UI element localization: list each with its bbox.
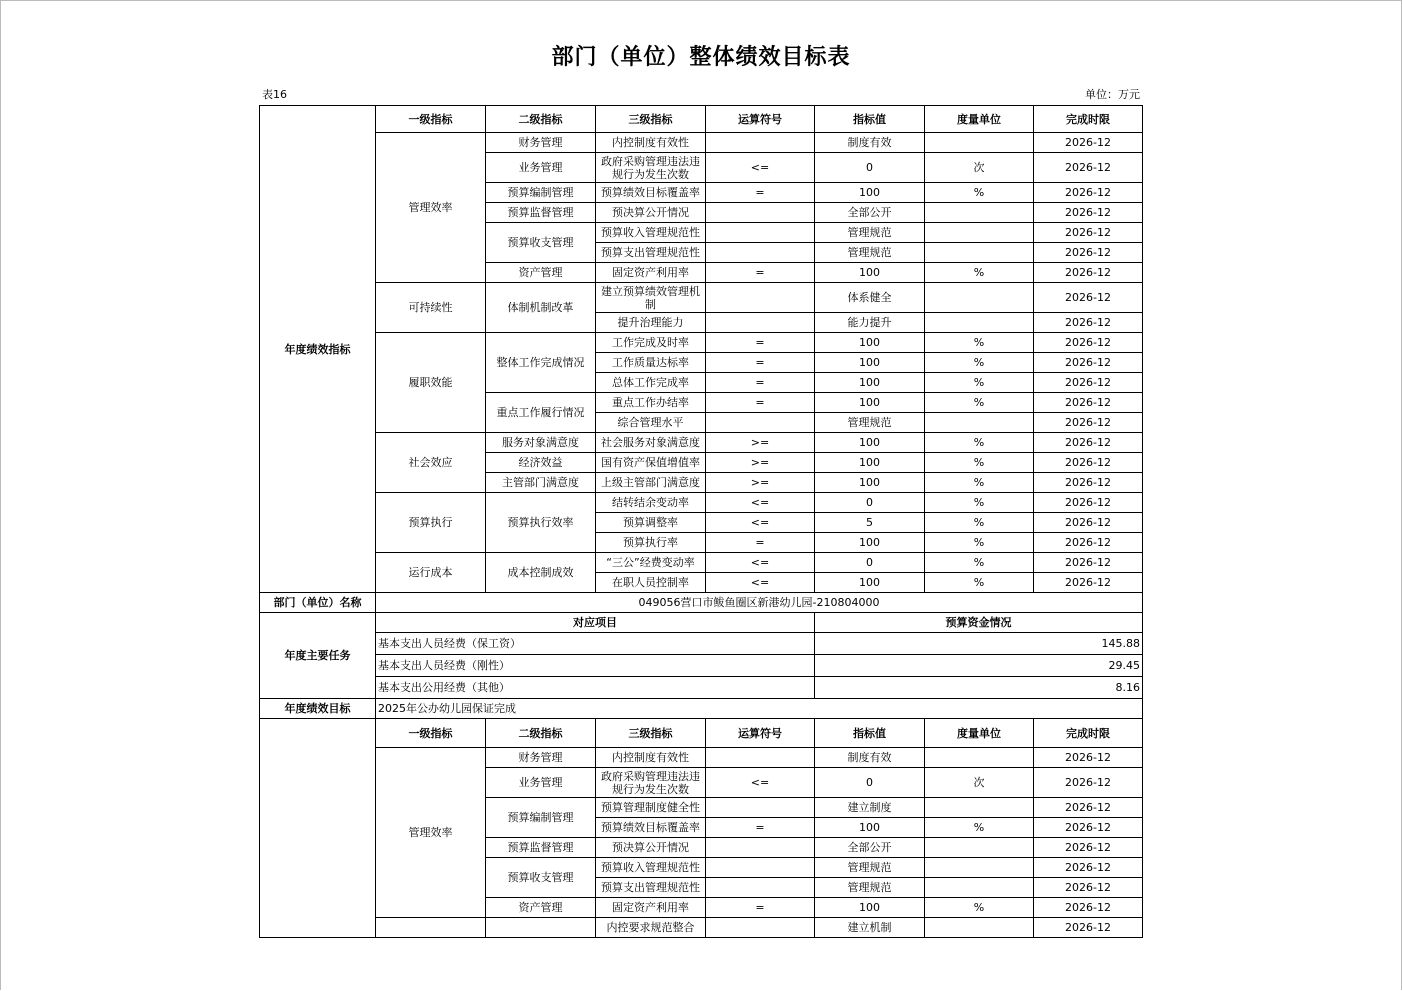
level3-indicator: 工作质量达标率 [596, 353, 706, 373]
level2-indicator: 重点工作履行情况 [486, 393, 596, 433]
deadline: 2026-12 [1034, 513, 1143, 533]
measure-unit [925, 243, 1034, 263]
indicator-value: 0 [815, 553, 925, 573]
level3-indicator: 预算收入管理规范性 [596, 223, 706, 243]
measure-unit: % [925, 553, 1034, 573]
level3-indicator: 在职人员控制率 [596, 573, 706, 593]
indicator-value: 100 [815, 473, 925, 493]
level3-indicator: 政府采购管理违法违规行为发生次数 [596, 768, 706, 798]
level2-indicator: 经济效益 [486, 453, 596, 473]
level3-indicator: 上级主管部门满意度 [596, 473, 706, 493]
level3-indicator: 内控要求规范整合 [596, 918, 706, 938]
deadline: 2026-12 [1034, 133, 1143, 153]
table-row [260, 283, 1143, 313]
level2-indicator: 预算执行效率 [486, 493, 596, 553]
level3-indicator: 建立预算绩效管理机制 [596, 283, 706, 313]
indicator-value: 5 [815, 513, 925, 533]
indicator-value: 100 [815, 898, 925, 918]
operator [706, 133, 815, 153]
operator [706, 223, 815, 243]
level1-indicator: 管理效率 [376, 748, 486, 918]
operator [706, 878, 815, 898]
indicator-value: 建立机制 [815, 918, 925, 938]
measure-unit: % [925, 183, 1034, 203]
indicator-value: 0 [815, 153, 925, 183]
deadline: 2026-12 [1034, 153, 1143, 183]
task-amount: 8.16 [815, 677, 1143, 699]
measure-unit: % [925, 393, 1034, 413]
indicator-value: 制度有效 [815, 748, 925, 768]
tasks-label: 年度主要任务 [260, 613, 376, 699]
indicator-value: 制度有效 [815, 133, 925, 153]
column-header: 二级指标 [486, 106, 596, 133]
indicator-value: 管理规范 [815, 243, 925, 263]
operator [706, 918, 815, 938]
indicator-value: 100 [815, 573, 925, 593]
annual-indicators-cell [260, 719, 376, 938]
deadline: 2026-12 [1034, 393, 1143, 413]
level1-indicator: 可持续性 [376, 283, 486, 333]
annual-indicators-label: 年度绩效指标 [260, 106, 376, 593]
indicator-value: 100 [815, 393, 925, 413]
measure-unit [925, 798, 1034, 818]
level3-indicator: 总体工作完成率 [596, 373, 706, 393]
indicator-value: 全部公开 [815, 838, 925, 858]
table-row [260, 699, 1143, 719]
indicator-value: 100 [815, 818, 925, 838]
measure-unit: % [925, 818, 1034, 838]
level3-indicator: 预算支出管理规范性 [596, 243, 706, 263]
level3-indicator: 预算收入管理规范性 [596, 858, 706, 878]
column-header: 完成时限 [1034, 106, 1143, 133]
table-row [260, 433, 1143, 453]
indicator-value: 100 [815, 373, 925, 393]
level3-indicator: 预算执行率 [596, 533, 706, 553]
measure-unit: % [925, 473, 1034, 493]
deadline: 2026-12 [1034, 768, 1143, 798]
level2-indicator: 整体工作完成情况 [486, 333, 596, 393]
column-header: 完成时限 [1034, 719, 1143, 748]
task-name: 基本支出公用经费（其他） [376, 677, 815, 699]
deadline: 2026-12 [1034, 818, 1143, 838]
level2-indicator: 业务管理 [486, 153, 596, 183]
level1-indicator: 社会效应 [376, 433, 486, 493]
table-row [260, 593, 1143, 613]
column-header: 运算符号 [706, 719, 815, 748]
level1-indicator: 管理效率 [376, 133, 486, 283]
level1-indicator: 履职效能 [376, 333, 486, 433]
indicator-value: 0 [815, 493, 925, 513]
task-amount: 29.45 [815, 655, 1143, 677]
operator: = [706, 333, 815, 353]
level3-indicator: 预算支出管理规范性 [596, 878, 706, 898]
deadline: 2026-12 [1034, 313, 1143, 333]
indicator-value: 100 [815, 433, 925, 453]
deadline: 2026-12 [1034, 748, 1143, 768]
level3-indicator: “三公”经费变动率 [596, 553, 706, 573]
operator: <= [706, 553, 815, 573]
level3-indicator: 工作完成及时率 [596, 333, 706, 353]
measure-unit [925, 918, 1034, 938]
tasks-budget-header: 预算资金情况 [815, 613, 1143, 633]
performance-table [259, 105, 1143, 938]
operator: = [706, 183, 815, 203]
operator: = [706, 818, 815, 838]
table-row [260, 918, 1143, 938]
indicator-value: 100 [815, 183, 925, 203]
indicator-value: 100 [815, 533, 925, 553]
task-name: 基本支出人员经费（刚性） [376, 655, 815, 677]
page-title: 部门（单位）整体绩效目标表 [551, 45, 851, 70]
measure-unit: % [925, 263, 1034, 283]
operator: = [706, 393, 815, 413]
level3-indicator: 综合管理水平 [596, 413, 706, 433]
indicator-value: 全部公开 [815, 203, 925, 223]
indicator-value: 100 [815, 263, 925, 283]
deadline: 2026-12 [1034, 573, 1143, 593]
level2-indicator: 体制机制改革 [486, 283, 596, 333]
level3-indicator: 预算绩效目标覆盖率 [596, 818, 706, 838]
table-row [260, 613, 1143, 633]
indicator-value: 建立制度 [815, 798, 925, 818]
goal-label: 年度绩效目标 [260, 699, 376, 719]
operator [706, 283, 815, 313]
level2-indicator: 预算编制管理 [486, 183, 596, 203]
indicator-value: 100 [815, 353, 925, 373]
operator: <= [706, 153, 815, 183]
deadline: 2026-12 [1034, 203, 1143, 223]
level2-indicator: 预算编制管理 [486, 798, 596, 838]
level2-indicator: 财务管理 [486, 748, 596, 768]
measure-unit [925, 223, 1034, 243]
operator [706, 413, 815, 433]
level2-indicator: 预算收支管理 [486, 223, 596, 263]
measure-unit: 次 [925, 153, 1034, 183]
measure-unit: % [925, 533, 1034, 553]
operator: >= [706, 453, 815, 473]
operator: = [706, 353, 815, 373]
measure-unit [925, 133, 1034, 153]
measure-unit: % [925, 513, 1034, 533]
indicator-value: 能力提升 [815, 313, 925, 333]
operator [706, 748, 815, 768]
deadline: 2026-12 [1034, 243, 1143, 263]
deadline: 2026-12 [1034, 373, 1143, 393]
indicator-value: 100 [815, 453, 925, 473]
deadline: 2026-12 [1034, 858, 1143, 878]
column-header: 三级指标 [596, 719, 706, 748]
measure-unit: % [925, 433, 1034, 453]
deadline: 2026-12 [1034, 493, 1143, 513]
level2-indicator [486, 918, 596, 938]
deadline: 2026-12 [1034, 353, 1143, 373]
dept-label: 部门（单位）名称 [260, 593, 376, 613]
measure-unit [925, 838, 1034, 858]
measure-unit [925, 878, 1034, 898]
goal-text: 2025年公办幼儿园保证完成 [376, 699, 1143, 719]
level3-indicator: 内控制度有效性 [596, 133, 706, 153]
measure-unit: % [925, 898, 1034, 918]
table-row [260, 333, 1143, 353]
task-name: 基本支出人员经费（保工资） [376, 633, 815, 655]
level2-indicator: 成本控制成效 [486, 553, 596, 593]
level1-indicator [376, 918, 486, 938]
level3-indicator: 预算绩效目标覆盖率 [596, 183, 706, 203]
table-row [260, 677, 1143, 699]
table-row [260, 106, 1143, 133]
indicator-value: 管理规范 [815, 858, 925, 878]
column-header: 一级指标 [376, 719, 486, 748]
operator: <= [706, 513, 815, 533]
measure-unit: % [925, 333, 1034, 353]
deadline: 2026-12 [1034, 223, 1143, 243]
deadline: 2026-12 [1034, 838, 1143, 858]
measure-unit: % [925, 453, 1034, 473]
level3-indicator: 社会服务对象满意度 [596, 433, 706, 453]
column-header: 一级指标 [376, 106, 486, 133]
level3-indicator: 固定资产利用率 [596, 898, 706, 918]
level3-indicator: 预决算公开情况 [596, 203, 706, 223]
tasks-project-header: 对应项目 [376, 613, 815, 633]
column-header: 指标值 [815, 106, 925, 133]
measure-unit [925, 858, 1034, 878]
deadline: 2026-12 [1034, 878, 1143, 898]
operator: = [706, 533, 815, 553]
level2-indicator: 预算监督管理 [486, 203, 596, 223]
indicator-value: 管理规范 [815, 223, 925, 243]
measure-unit: 次 [925, 768, 1034, 798]
operator [706, 858, 815, 878]
column-header: 运算符号 [706, 106, 815, 133]
level2-indicator: 预算收支管理 [486, 858, 596, 898]
level3-indicator: 固定资产利用率 [596, 263, 706, 283]
task-amount: 145.88 [815, 633, 1143, 655]
operator [706, 838, 815, 858]
measure-unit: % [925, 353, 1034, 373]
level2-indicator: 主管部门满意度 [486, 473, 596, 493]
level2-indicator: 资产管理 [486, 263, 596, 283]
indicator-value: 100 [815, 333, 925, 353]
table-row [260, 633, 1143, 655]
deadline: 2026-12 [1034, 433, 1143, 453]
column-header: 三级指标 [596, 106, 706, 133]
level1-indicator: 运行成本 [376, 553, 486, 593]
indicator-value: 管理规范 [815, 413, 925, 433]
level2-indicator: 预算监督管理 [486, 838, 596, 858]
indicator-value: 体系健全 [815, 283, 925, 313]
operator [706, 798, 815, 818]
operator [706, 313, 815, 333]
operator [706, 203, 815, 223]
operator: = [706, 263, 815, 283]
deadline: 2026-12 [1034, 798, 1143, 818]
column-header: 度量单位 [925, 106, 1034, 133]
level3-indicator: 重点工作办结率 [596, 393, 706, 413]
measure-unit [925, 283, 1034, 313]
level3-indicator: 提升治理能力 [596, 313, 706, 333]
table-row [260, 719, 1143, 748]
level2-indicator: 服务对象满意度 [486, 433, 596, 453]
level3-indicator: 内控制度有效性 [596, 748, 706, 768]
deadline: 2026-12 [1034, 263, 1143, 283]
level3-indicator: 国有资产保值增值率 [596, 453, 706, 473]
column-header: 二级指标 [486, 719, 596, 748]
level1-indicator: 预算执行 [376, 493, 486, 553]
table-number: 表16 [262, 88, 287, 101]
operator: = [706, 373, 815, 393]
deadline: 2026-12 [1034, 283, 1143, 313]
operator: >= [706, 433, 815, 453]
level3-indicator: 预算调整率 [596, 513, 706, 533]
column-header: 度量单位 [925, 719, 1034, 748]
indicator-value: 0 [815, 768, 925, 798]
table-row [260, 133, 1143, 153]
dept-name: 049056营口市鲅鱼圈区新港幼儿园-210804000 [376, 593, 1143, 613]
level3-indicator: 结转结余变动率 [596, 493, 706, 513]
level3-indicator: 预决算公开情况 [596, 838, 706, 858]
column-header: 指标值 [815, 719, 925, 748]
level3-indicator: 政府采购管理违法违规行为发生次数 [596, 153, 706, 183]
table-row [260, 553, 1143, 573]
deadline: 2026-12 [1034, 553, 1143, 573]
measure-unit [925, 313, 1034, 333]
measure-unit: % [925, 373, 1034, 393]
operator: = [706, 898, 815, 918]
level2-indicator: 资产管理 [486, 898, 596, 918]
deadline: 2026-12 [1034, 453, 1143, 473]
deadline: 2026-12 [1034, 183, 1143, 203]
level2-indicator: 业务管理 [486, 768, 596, 798]
measure-unit: % [925, 493, 1034, 513]
operator: <= [706, 768, 815, 798]
operator: >= [706, 473, 815, 493]
level2-indicator: 财务管理 [486, 133, 596, 153]
deadline: 2026-12 [1034, 333, 1143, 353]
table-row [260, 748, 1143, 768]
table-row [260, 493, 1143, 513]
deadline: 2026-12 [1034, 918, 1143, 938]
operator [706, 243, 815, 263]
indicator-value: 管理规范 [815, 878, 925, 898]
measure-unit [925, 203, 1034, 223]
deadline: 2026-12 [1034, 533, 1143, 553]
table-row [260, 655, 1143, 677]
measure-unit [925, 748, 1034, 768]
operator: <= [706, 573, 815, 593]
measure-unit [925, 413, 1034, 433]
level3-indicator: 预算管理制度健全性 [596, 798, 706, 818]
unit-label: 单位：万元 [1085, 88, 1140, 101]
operator: <= [706, 493, 815, 513]
measure-unit: % [925, 573, 1034, 593]
deadline: 2026-12 [1034, 473, 1143, 493]
deadline: 2026-12 [1034, 413, 1143, 433]
deadline: 2026-12 [1034, 898, 1143, 918]
